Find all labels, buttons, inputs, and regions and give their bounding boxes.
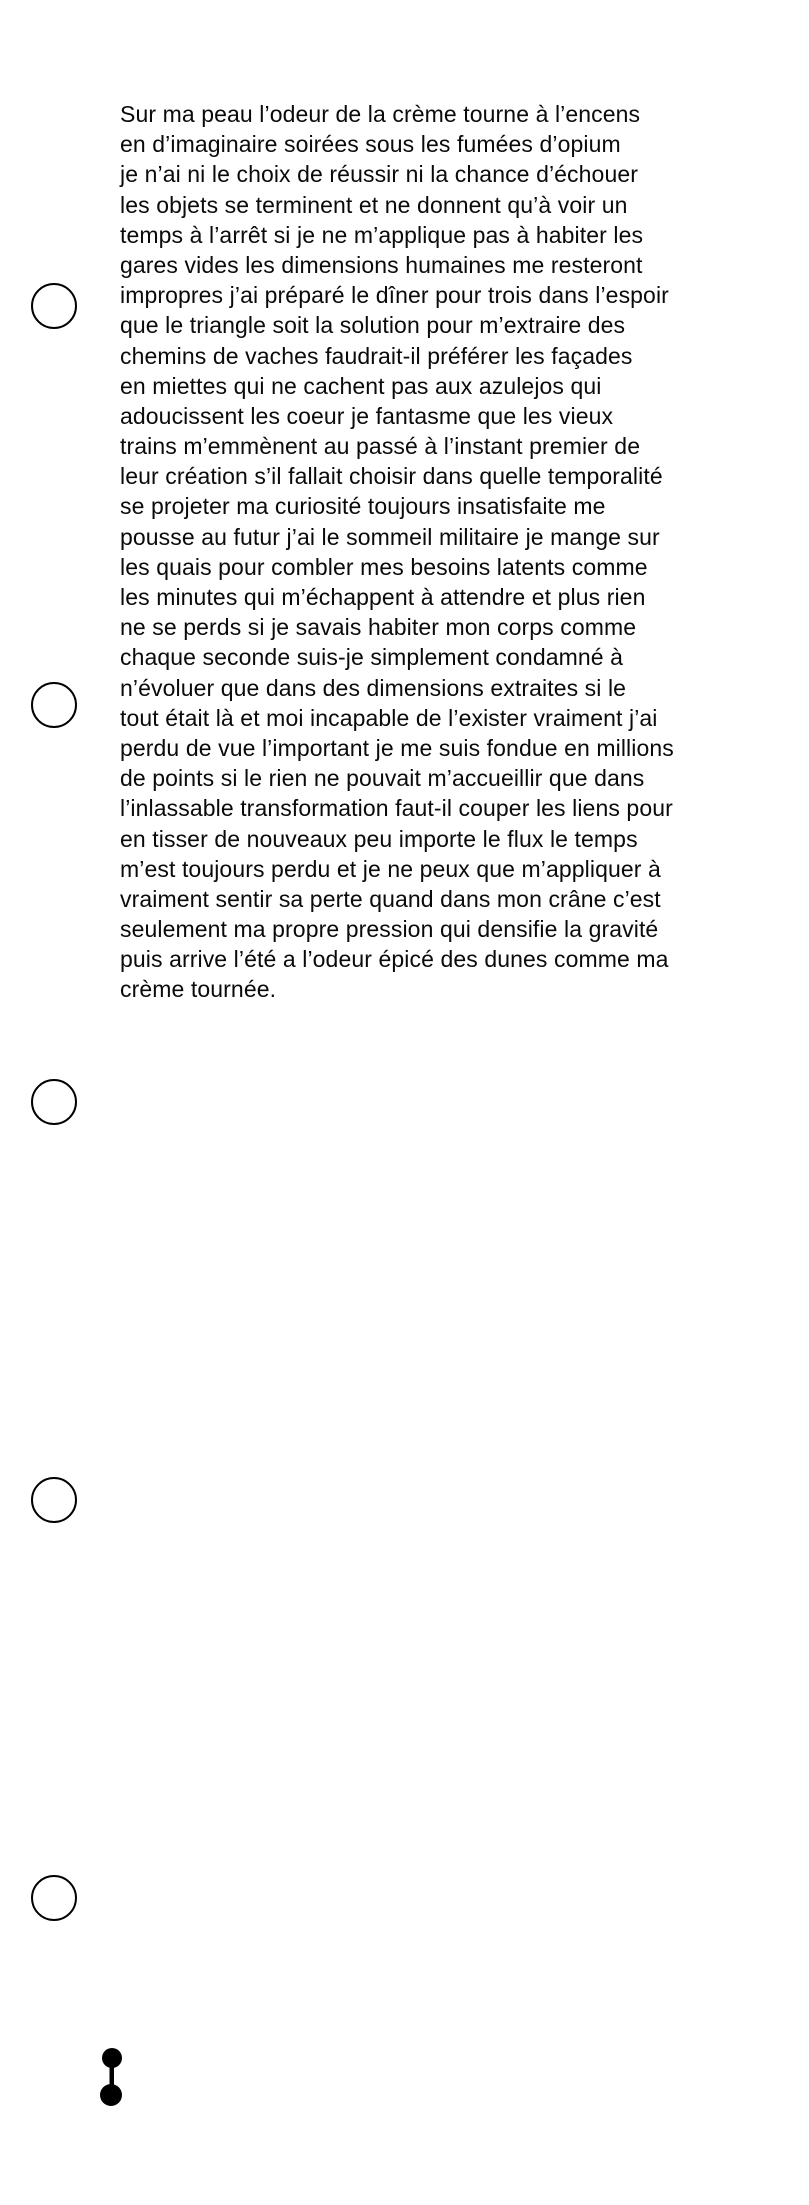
poem-line: les quais pour combler mes besoins latents comme [120, 553, 648, 580]
poem-line: perdu de vue l’important je me suis fondue en millions [120, 734, 674, 761]
poem-line: les objets se terminent et ne donnent qu’à voir un [120, 191, 628, 218]
poem-line: trains m’emmènent au passé à l’instant premier de [120, 433, 641, 460]
poem-line: l’inlassable transformation faut-il couper les liens pour [120, 795, 673, 822]
poem-line: impropres j’ai préparé le dîner pour trois dans l’espoir [120, 282, 669, 309]
margin-circle-icon [31, 1477, 77, 1523]
poem-line: vraiment sentir sa perte quand dans mon crâne c’est [120, 885, 661, 912]
poem-line: crème tournée. [120, 976, 277, 1003]
poem-line: en d’imaginaire soirées sous les fumées d’opium [120, 131, 621, 158]
poem-line: temps à l’arrêt si je ne m’applique pas à habiter les [120, 221, 644, 248]
poem-line: de points si le rien ne pouvait m’accueillir que dans [120, 765, 645, 792]
poem-line: en tisser de nouveaux peu importe le flux le temps [120, 825, 638, 852]
poem-line: n’évoluer que dans des dimensions extraites si le [120, 674, 627, 701]
poem-line: que le triangle soit la solution pour m’extraire des [120, 312, 626, 339]
margin-circle-icon [31, 682, 77, 728]
poem-line: gares vides les dimensions humaines me resteront [120, 251, 643, 278]
poem-line: m’est toujours perdu et je ne peux que m’appliquer à [120, 855, 661, 882]
margin-circle-icon [31, 283, 77, 329]
poem-line: chemins de vaches faudrait-il préférer les façades [120, 342, 633, 369]
poem-line: seulement ma propre pression qui densifie la gravité [120, 916, 659, 943]
margin-circle-icon [31, 1875, 77, 1921]
poem-text [120, 99, 674, 1005]
poem-line: puis arrive l’été a l’odeur épicé des dunes comme ma [120, 946, 669, 973]
poem-line: adoucissent les coeur je fantasme que les vieux [120, 402, 614, 429]
poem-line: Sur ma peau l’odeur de la crème tourne à l’encens [120, 101, 641, 127]
poem-line: je n’ai ni le choix de réussir ni la chance d’échouer [120, 161, 638, 188]
poem-line: en miettes qui ne cachent pas aux azulejos qui [120, 372, 602, 399]
poem-line: ne se perds si je savais habiter mon corps comme [120, 614, 637, 641]
poem-line: se projeter ma curiosité toujours insatisfaite me [120, 493, 606, 520]
poem-line: tout était là et moi incapable de l’exister vraiment j’ai [120, 704, 658, 731]
poem-line: pousse au futur j’ai le sommeil militaire je mange sur [120, 523, 660, 550]
vertical-dumbbell-icon [95, 2044, 127, 2108]
poem-line: les minutes qui m’échappent à attendre et plus rien [120, 584, 646, 610]
poem-line: chaque seconde suis-je simplement condamné à [120, 644, 624, 671]
poem-line: leur création s’il fallait choisir dans quelle temporalité [120, 463, 663, 490]
margin-circle-icon [31, 1079, 77, 1125]
